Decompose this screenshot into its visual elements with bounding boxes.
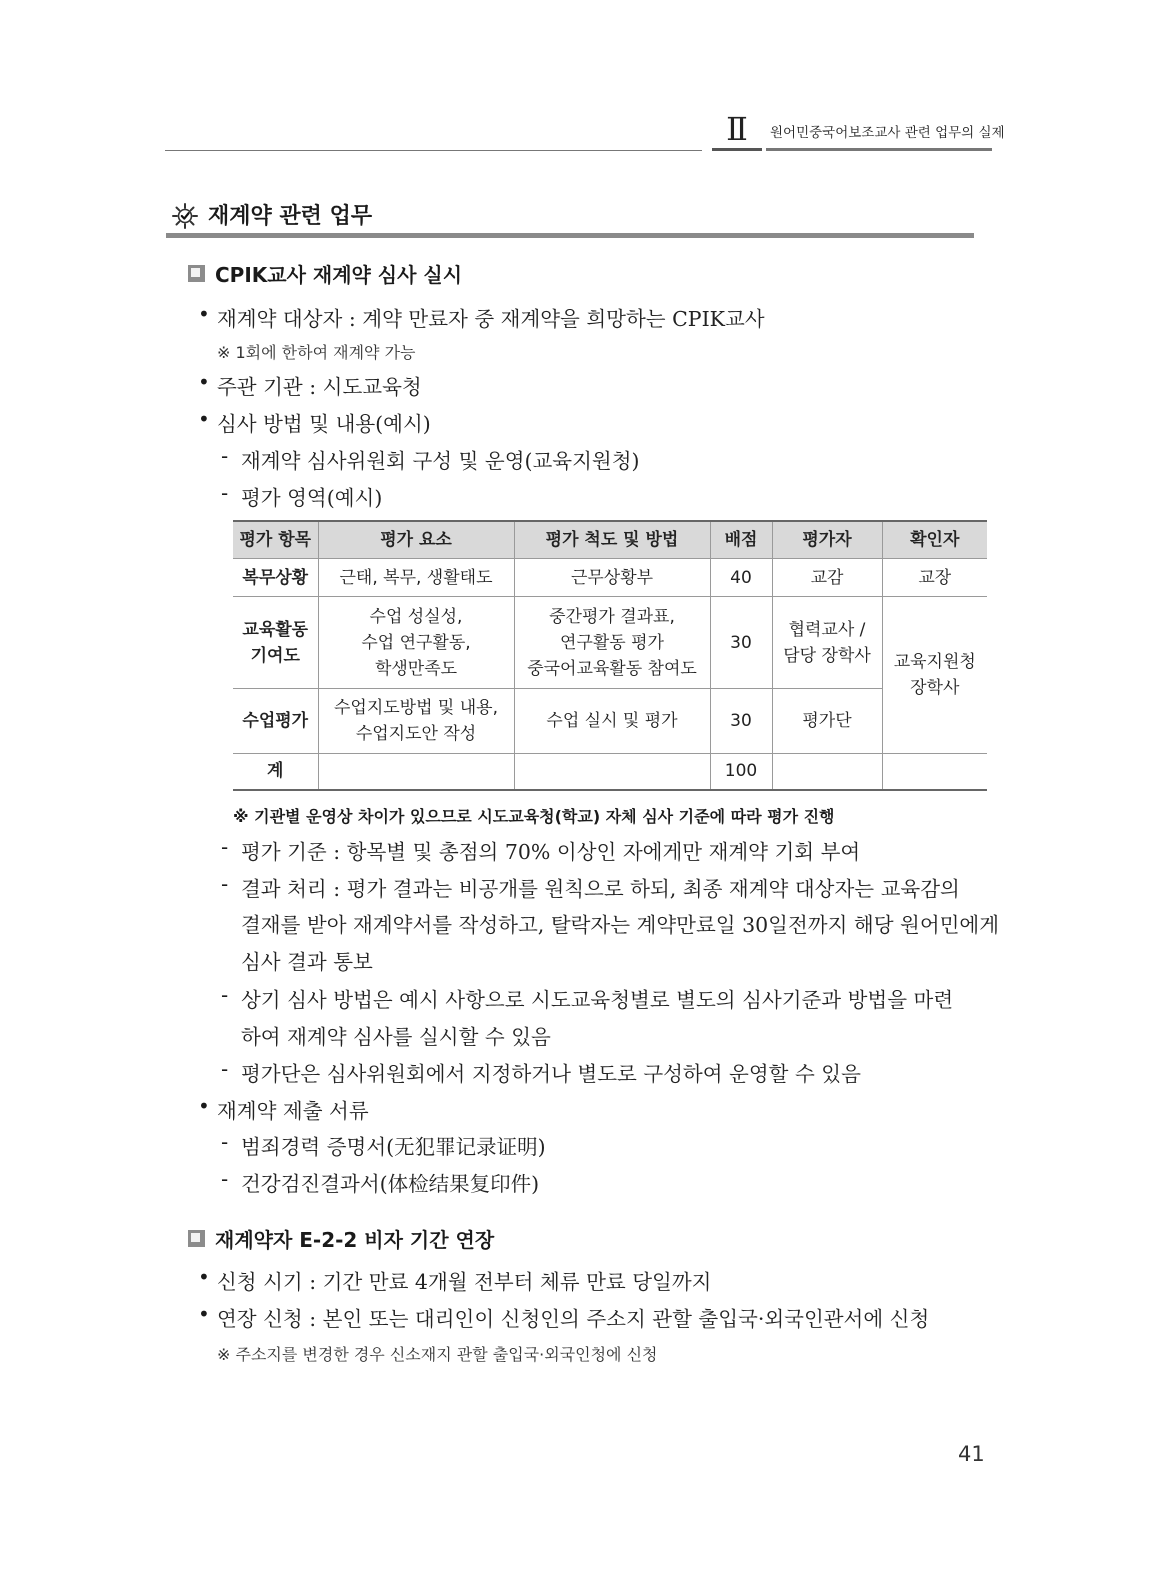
dash-marker: -: [221, 835, 229, 859]
table-cell: [772, 754, 882, 790]
table-cell: [514, 754, 710, 790]
table-header-row: [233, 521, 987, 559]
paragraph-line: 재계약 심사위원회 구성 및 운영(교육지원청): [241, 449, 640, 473]
header-rule-right: [766, 148, 992, 151]
column-header: 배점: [710, 521, 772, 559]
sun-check-icon: [172, 203, 198, 229]
table-cell: [882, 754, 987, 790]
dash-marker: -: [221, 1130, 229, 1154]
column-header: 평가자: [772, 521, 882, 559]
dash-marker: -: [221, 444, 229, 468]
paragraph-line: 결과 처리 : 평가 결과는 비공개를 원칙으로 하되, 최종 재계약 대상자는 교육감의: [241, 877, 960, 901]
cell-line: 장학사: [910, 678, 960, 698]
paragraph-line: 상기 심사 방법은 예시 사항으로 시도교육청별로 별도의 심사기준과 방법을 마련: [241, 988, 954, 1012]
cell-line: 기여도: [250, 645, 300, 666]
bullet-dot: •: [198, 1302, 210, 1326]
column-header: 평가 항목: [233, 521, 318, 559]
table-cell: 수업 실시 및 평가: [514, 689, 710, 754]
table-cell: [772, 597, 882, 689]
table-cell: 교장: [882, 559, 987, 597]
header-rule-left: [165, 150, 702, 151]
note-line: ※ 주소지를 변경한 경우 신소재지 관할 출입국·외국인청에 신청: [217, 1345, 658, 1364]
paragraph-line: 신청 시기 : 기간 만료 4개월 전부터 체류 만료 당일까지: [217, 1270, 712, 1294]
cell-line: 수업 연구활동,: [361, 632, 471, 653]
cell-line: 수업지도방법 및 내용,: [333, 698, 498, 718]
table-row: [233, 597, 987, 689]
row-header: [233, 597, 318, 689]
cell-line: 학생만족도: [374, 658, 458, 679]
paragraph-line: 범죄경력 증명서(无犯罪记录证明): [241, 1135, 546, 1159]
dash-marker: -: [221, 1167, 229, 1191]
paragraph-line: 심사 결과 통보: [241, 950, 373, 974]
chapter-underline: [712, 148, 762, 151]
table-row: [233, 559, 987, 597]
subsection-title: CPIK교사 재계약 심사 실시: [215, 263, 463, 287]
table-cell: [882, 597, 987, 754]
table-cell: [318, 597, 514, 689]
page-number: 41: [958, 1442, 985, 1466]
table-cell: [318, 754, 514, 790]
column-header: 평가 요소: [318, 521, 514, 559]
subsection-title: 재계약자 E-2-2 비자 기간 연장: [215, 1228, 495, 1252]
bullet-dot: •: [198, 407, 210, 431]
column-header: 확인자: [882, 521, 987, 559]
evaluation-table: [233, 520, 987, 791]
table-cell: [318, 689, 514, 754]
paragraph-line: 연장 신청 : 본인 또는 대리인이 신청인의 주소지 관할 출입국·외국인관서에 신청: [217, 1307, 930, 1331]
section-title: 재계약 관련 업무: [208, 204, 373, 229]
cell-line: 수업 성실성,: [369, 606, 463, 627]
table-cell: 근태, 복무, 생활태도: [318, 559, 514, 597]
cell-line: 중간평가 결과표,: [549, 606, 675, 627]
paragraph-line: 심사 방법 및 내용(예시): [217, 412, 431, 436]
bullet-dot: •: [198, 1265, 210, 1289]
cell-line: 수업지도안 작성: [355, 724, 477, 744]
bullet-dot: •: [198, 1094, 210, 1118]
table-cell: 근무상황부: [514, 559, 710, 597]
running-header-title: 원어민중국어보조교사 관련 업무의 실제: [770, 125, 1005, 141]
square-bullet-icon: [188, 265, 205, 282]
row-header: 계: [233, 754, 318, 790]
table-note: ※ 기관별 운영상 차이가 있으므로 시도교육청(학교) 자체 심사 기준에 따라 평가 진행: [233, 807, 835, 826]
row-header: 복무상황: [233, 559, 318, 597]
table-cell: 30: [710, 597, 772, 689]
table-cell: 30: [710, 689, 772, 754]
cell-line: 연구활동 평가: [560, 632, 664, 653]
dash-marker: -: [221, 983, 229, 1007]
table-cell: 평가단: [772, 689, 882, 754]
table-cell: 100: [710, 754, 772, 790]
cell-line: 교육활동: [242, 619, 309, 640]
table-cell: 교감: [772, 559, 882, 597]
cell-line: 담당 장학사: [783, 645, 871, 666]
note-line: ※ 1회에 한하여 재계약 가능: [217, 343, 416, 362]
paragraph-line: 건강검진결과서(体检结果复印件): [241, 1172, 540, 1196]
section-rule: [166, 233, 974, 238]
table-cell: 40: [710, 559, 772, 597]
square-bullet-icon: [188, 1230, 205, 1247]
cell-line: 중국어교육활동 참여도: [527, 658, 697, 679]
bullet-dot: •: [198, 370, 210, 394]
paragraph-line: 주관 기관 : 시도교육청: [217, 375, 422, 399]
dash-marker: -: [221, 872, 229, 896]
cell-line: 교육지원청: [893, 652, 976, 672]
paragraph-line: 평가 영역(예시): [241, 486, 383, 510]
dash-marker: -: [221, 481, 229, 505]
cell-line: 협력교사 /: [788, 619, 866, 640]
paragraph-line: 재계약 대상자 : 계약 만료자 중 재계약을 희망하는 CPIK교사: [217, 307, 765, 331]
dash-marker: -: [221, 1057, 229, 1081]
paragraph-line: 평가 기준 : 항목별 및 총점의 70% 이상인 자에게만 재계약 기회 부여: [241, 840, 861, 864]
table-cell: [514, 597, 710, 689]
paragraph-line: 재계약 제출 서류: [217, 1099, 369, 1123]
paragraph-line: 하여 재계약 심사를 실시할 수 있음: [241, 1025, 551, 1049]
table-total-row: [233, 754, 987, 790]
column-header: 평가 척도 및 방법: [514, 521, 710, 559]
chapter-numeral: Ⅱ: [726, 111, 748, 147]
paragraph-line: 결재를 받아 재계약서를 작성하고, 탈락자는 계약만료일 30일전까지 해당 원어민에게: [241, 913, 1000, 937]
row-header: 수업평가: [233, 689, 318, 754]
paragraph-line: 평가단은 심사위원회에서 지정하거나 별도로 구성하여 운영할 수 있음: [241, 1062, 861, 1086]
bullet-dot: •: [198, 302, 210, 326]
table-row: [233, 689, 987, 754]
